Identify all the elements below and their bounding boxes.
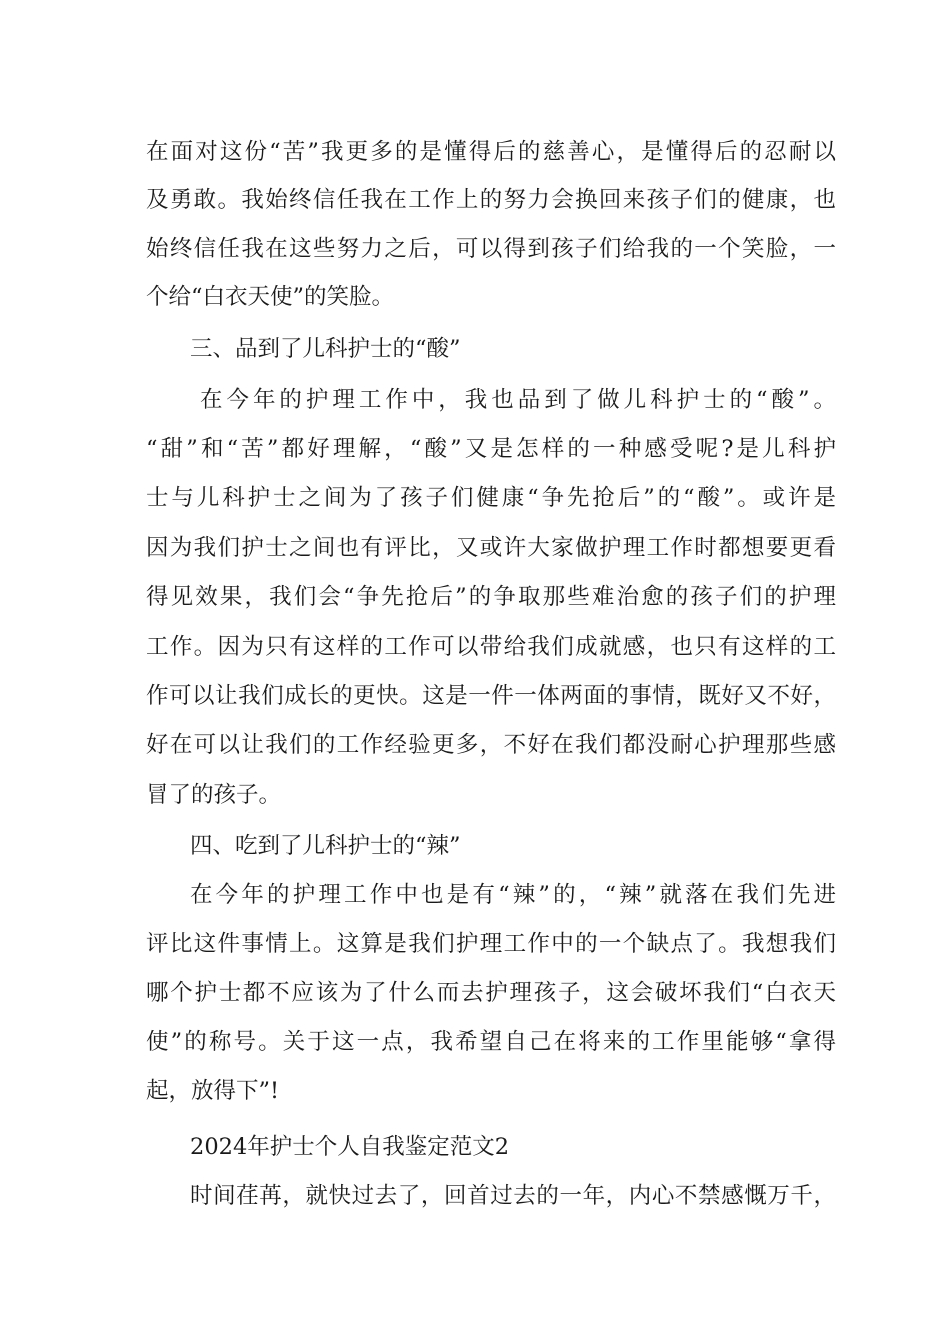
paragraph-line: 士与儿科护士之间为了孩子们健康“争先抢后”的“酸”。或许是 (146, 485, 836, 511)
section-heading-3: 三、品到了儿科护士的“酸” (190, 336, 461, 362)
paragraph-line: 冒了的孩子。 (146, 782, 282, 808)
paragraph-line: 得见效果，我们会“争先抢后”的争取那些难治愈的孩子们的护理 (146, 584, 836, 610)
paragraph-line: 起，放得下”! (146, 1078, 280, 1104)
section-heading-4: 四、吃到了儿科护士的“辣” (190, 833, 461, 859)
paragraph-line: “甜”和“苦”都好理解，“酸”又是怎样的一种感受呢?是儿科护 (146, 436, 836, 462)
paragraph-line: 好在可以让我们的工作经验更多，不好在我们都没耐心护理那些感 (146, 732, 836, 758)
paragraph-line: 因为我们护士之间也有评比，又或许大家做护理工作时都想要更看 (146, 535, 836, 561)
paragraph-line: 始终信任我在这些努力之后，可以得到孩子们给我的一个笑脸，一 (146, 236, 836, 262)
paragraph-line: 在面对这份“苦”我更多的是懂得后的慈善心，是懂得后的忍耐以 (146, 139, 836, 165)
paragraph-line: 及勇敢。我始终信任我在工作上的努力会换回来孩子们的健康，也 (146, 187, 836, 213)
paragraph-line: 评比这件事情上。这算是我们护理工作中的一个缺点了。我想我们 (146, 931, 836, 957)
paragraph-line: 作可以让我们成长的更快。这是一件一体两面的事情，既好又不好， (146, 683, 836, 709)
paragraph-line: 个给“白衣天使”的笑脸。 (146, 284, 395, 310)
paragraph-line: 在今年的护理工作中，我也品到了做儿科护士的“酸”。 (200, 387, 836, 413)
paragraph-line: 工作。因为只有这样的工作可以带给我们成就感，也只有这样的工 (146, 634, 836, 660)
paragraph-line: 哪个护士都不应该为了什么而去护理孩子，这会破坏我们“白衣天 (146, 980, 836, 1006)
paragraph-line: 在今年的护理工作中也是有“辣”的，“辣”就落在我们先进 (190, 882, 836, 908)
paragraph-line: 时间荏苒，就快过去了，回首过去的一年，内心不禁感慨万千， (190, 1183, 836, 1209)
article-title: 2024年护士个人自我鉴定范文2 (190, 1134, 510, 1160)
paragraph-line: 使”的称号。关于这一点，我希望自己在将来的工作里能够“拿得 (146, 1029, 836, 1055)
